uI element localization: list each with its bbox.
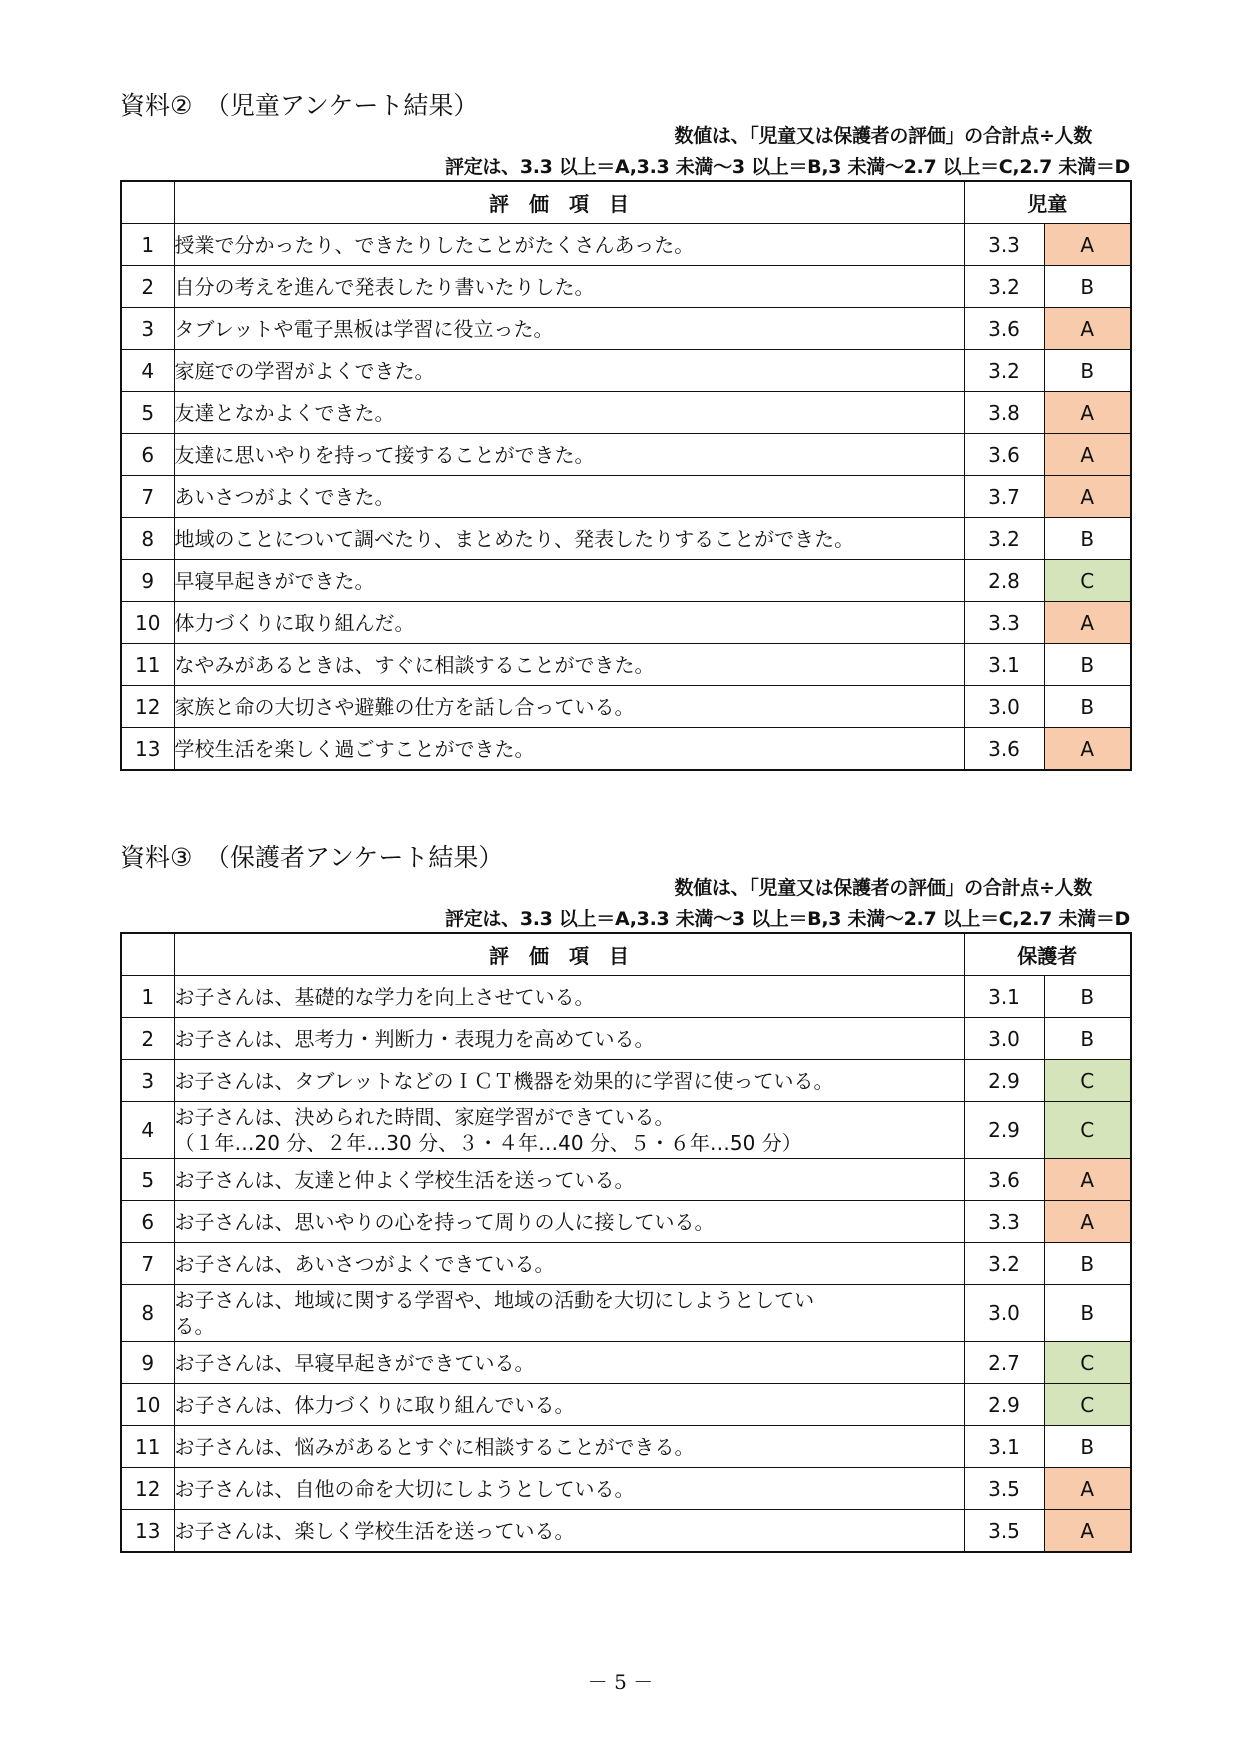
row-score: 3.0 xyxy=(964,1285,1044,1342)
table-row xyxy=(121,266,1131,308)
table-body xyxy=(121,224,1131,771)
table-row xyxy=(121,1426,1131,1468)
row-item-text: お子さんは、基礎的な学力を向上させている。 xyxy=(174,984,595,1009)
row-item-cell xyxy=(174,602,964,644)
table-row xyxy=(121,644,1131,686)
row-item-cell xyxy=(174,686,964,728)
table-body xyxy=(121,976,1131,1553)
row-item-text-line2: （１年…20 分、２年…30 分、３・４年…40 分、５・６年…50 分） xyxy=(174,1131,802,1155)
row-item-cell xyxy=(174,1159,964,1201)
row-item-cell xyxy=(174,518,964,560)
row-item-text: お子さんは、早寝早起きができている。 xyxy=(174,1350,535,1375)
header-group: 児童 xyxy=(964,181,1131,224)
table-row xyxy=(121,602,1131,644)
page-number: － 5 － xyxy=(587,1670,654,1694)
row-item-cell xyxy=(174,1384,964,1426)
table-row xyxy=(121,1060,1131,1102)
table-row xyxy=(121,976,1131,1018)
row-grade-badge: C xyxy=(1044,1384,1131,1426)
header-number-cell xyxy=(121,933,174,976)
row-item-text: 早寝早起きができた。 xyxy=(174,568,375,593)
row-grade-badge: A xyxy=(1044,602,1131,644)
header-item: 評価項目 xyxy=(174,181,964,224)
row-item-text: 授業で分かったり、できたりしたことがたくさんあった。 xyxy=(174,232,695,257)
row-grade-badge: B xyxy=(1044,644,1131,686)
row-number: 8 xyxy=(121,1285,174,1342)
table-row xyxy=(121,1510,1131,1553)
row-score: 3.6 xyxy=(964,434,1044,476)
row-grade-badge: C xyxy=(1044,1342,1131,1384)
row-score: 3.6 xyxy=(964,308,1044,350)
row-number: 4 xyxy=(121,1102,174,1159)
section-title: 資料② （児童アンケート結果） xyxy=(120,91,479,120)
row-score: 2.7 xyxy=(964,1342,1044,1384)
row-item-text: お子さんは、体力づくりに取り組んでいる。 xyxy=(174,1392,575,1417)
row-item-text: お子さんは、自他の命を大切にしようとしている。 xyxy=(174,1476,635,1501)
row-item-cell xyxy=(174,476,964,518)
row-item-text: 体力づくりに取り組んだ。 xyxy=(174,610,415,635)
row-item-cell xyxy=(174,976,964,1018)
row-number: 2 xyxy=(121,1018,174,1060)
row-score: 3.0 xyxy=(964,686,1044,728)
row-grade-badge: B xyxy=(1044,518,1131,560)
row-item-text: 自分の考えを進んで発表したり書いたりした。 xyxy=(174,274,595,299)
table-row xyxy=(121,1468,1131,1510)
row-item-cell xyxy=(174,224,964,266)
table-row xyxy=(121,1285,1131,1342)
row-item-cell xyxy=(174,308,964,350)
row-item-cell xyxy=(174,728,964,771)
table-row xyxy=(121,224,1131,266)
row-item-text: お子さんは、地域に関する学習や、地域の活動を大切にしようとしてい xyxy=(174,1288,815,1312)
row-score: 3.1 xyxy=(964,976,1044,1018)
table-row xyxy=(121,1384,1131,1426)
row-grade-badge: A xyxy=(1044,1510,1131,1553)
row-item-text: お子さんは、楽しく学校生活を送っている。 xyxy=(174,1518,575,1543)
row-item-text: 家庭での学習がよくできた。 xyxy=(174,358,435,383)
row-item-text: お子さんは、タブレットなどのＩＣＴ機器を効果的に学習に使っている。 xyxy=(174,1068,834,1093)
row-score: 2.9 xyxy=(964,1060,1044,1102)
row-score: 3.3 xyxy=(964,602,1044,644)
row-grade-badge: A xyxy=(1044,224,1131,266)
row-number: 6 xyxy=(121,434,174,476)
table-row xyxy=(121,518,1131,560)
section-title: 資料③ （保護者アンケート結果） xyxy=(120,843,504,872)
table-row xyxy=(121,1342,1131,1384)
row-item-text: 友達となかよくできた。 xyxy=(174,400,395,425)
row-item-text: お子さんは、友達と仲よく学校生活を送っている。 xyxy=(174,1167,635,1192)
row-number: 1 xyxy=(121,224,174,266)
row-score: 2.9 xyxy=(964,1102,1044,1159)
note-calculation: 数値は、「児童又は保護者の評価」の合計点÷人数 xyxy=(674,877,1092,899)
row-number: 9 xyxy=(121,1342,174,1384)
row-number: 5 xyxy=(121,392,174,434)
row-grade-badge: A xyxy=(1044,1159,1131,1201)
row-item-cell xyxy=(174,644,964,686)
row-grade-badge: A xyxy=(1044,308,1131,350)
row-number: 3 xyxy=(121,308,174,350)
row-number: 5 xyxy=(121,1159,174,1201)
row-score: 2.9 xyxy=(964,1384,1044,1426)
row-grade-badge: B xyxy=(1044,1426,1131,1468)
row-grade-badge: B xyxy=(1044,1018,1131,1060)
row-number: 12 xyxy=(121,686,174,728)
row-item-text: あいさつがよくできた。 xyxy=(174,484,395,509)
row-item-text-line2: る。 xyxy=(174,1314,215,1338)
row-score: 3.2 xyxy=(964,350,1044,392)
row-item-cell xyxy=(174,1018,964,1060)
row-number: 2 xyxy=(121,266,174,308)
row-item-text: タブレットや電子黒板は学習に役立った。 xyxy=(174,316,554,341)
row-item-cell xyxy=(174,1510,964,1553)
table-row xyxy=(121,476,1131,518)
row-score: 3.2 xyxy=(964,1243,1044,1285)
child-survey-table xyxy=(120,180,1132,771)
row-number: 7 xyxy=(121,476,174,518)
table-row xyxy=(121,560,1131,602)
table-row xyxy=(121,728,1131,771)
note-calculation: 数値は、「児童又は保護者の評価」の合計点÷人数 xyxy=(674,125,1092,147)
row-item-text: なやみがあるときは、すぐに相談することができた。 xyxy=(174,652,655,677)
row-item-text: お子さんは、思いやりの心を持って周りの人に接している。 xyxy=(174,1209,715,1234)
row-item-cell xyxy=(174,1102,964,1159)
row-score: 3.6 xyxy=(964,1159,1044,1201)
row-item-cell xyxy=(174,1468,964,1510)
row-item-text: 学校生活を楽しく過ごすことができた。 xyxy=(174,736,535,761)
row-score: 3.7 xyxy=(964,476,1044,518)
table-row xyxy=(121,1243,1131,1285)
row-grade-badge: A xyxy=(1044,728,1131,771)
row-grade-badge: C xyxy=(1044,1102,1131,1159)
row-score: 2.8 xyxy=(964,560,1044,602)
row-number: 10 xyxy=(121,602,174,644)
header-number-cell xyxy=(121,181,174,224)
row-grade-badge: A xyxy=(1044,392,1131,434)
row-number: 1 xyxy=(121,976,174,1018)
row-score: 3.3 xyxy=(964,1201,1044,1243)
table-row xyxy=(121,1102,1131,1159)
row-score: 3.0 xyxy=(964,1018,1044,1060)
row-number: 13 xyxy=(121,728,174,771)
row-number: 10 xyxy=(121,1384,174,1426)
row-grade-badge: A xyxy=(1044,1201,1131,1243)
row-grade-badge: B xyxy=(1044,1285,1131,1342)
row-item-text: お子さんは、悩みがあるとすぐに相談することができる。 xyxy=(174,1434,695,1459)
row-item-text: 家族と命の大切さや避難の仕方を話し合っている。 xyxy=(174,694,635,719)
row-number: 12 xyxy=(121,1468,174,1510)
row-number: 6 xyxy=(121,1201,174,1243)
row-grade-badge: A xyxy=(1044,476,1131,518)
row-number: 8 xyxy=(121,518,174,560)
header-group: 保護者 xyxy=(964,933,1131,976)
row-number: 4 xyxy=(121,350,174,392)
row-grade-badge: B xyxy=(1044,686,1131,728)
row-item-text: お子さんは、思考力・判断力・表現力を高めている。 xyxy=(174,1026,655,1051)
row-score: 3.6 xyxy=(964,728,1044,771)
table-row xyxy=(121,434,1131,476)
table-row xyxy=(121,350,1131,392)
row-grade-badge: B xyxy=(1044,976,1131,1018)
row-item-cell xyxy=(174,1243,964,1285)
guardian-survey-table xyxy=(120,932,1132,1553)
row-score: 3.5 xyxy=(964,1468,1044,1510)
row-score: 3.3 xyxy=(964,224,1044,266)
row-number: 9 xyxy=(121,560,174,602)
table-row xyxy=(121,1018,1131,1060)
row-score: 3.1 xyxy=(964,644,1044,686)
row-item-cell xyxy=(174,1426,964,1468)
row-item-cell xyxy=(174,1342,964,1384)
row-score: 3.5 xyxy=(964,1510,1044,1553)
row-number: 11 xyxy=(121,1426,174,1468)
row-grade-badge: C xyxy=(1044,1060,1131,1102)
row-item-text: 友達に思いやりを持って接することができた。 xyxy=(174,442,595,467)
row-score: 3.2 xyxy=(964,518,1044,560)
row-number: 7 xyxy=(121,1243,174,1285)
row-item-cell xyxy=(174,1060,964,1102)
row-score: 3.8 xyxy=(964,392,1044,434)
table-row xyxy=(121,308,1131,350)
note-grading: 評定は、3.3 以上＝A,3.3 未満～3 以上＝B,3 未満～2.7 以上＝C,2.7 未満＝D xyxy=(445,908,1130,930)
row-grade-badge: C xyxy=(1044,560,1131,602)
row-item-cell xyxy=(174,1201,964,1243)
row-item-cell xyxy=(174,1285,964,1342)
row-item-cell xyxy=(174,392,964,434)
row-item-cell xyxy=(174,350,964,392)
row-score: 3.2 xyxy=(964,266,1044,308)
row-grade-badge: A xyxy=(1044,434,1131,476)
row-item-cell xyxy=(174,560,964,602)
note-grading: 評定は、3.3 以上＝A,3.3 未満～3 以上＝B,3 未満～2.7 以上＝C,2.7 未満＝D xyxy=(445,156,1130,178)
table-row xyxy=(121,686,1131,728)
row-item-text: お子さんは、あいさつがよくできている。 xyxy=(174,1251,555,1276)
row-grade-badge: B xyxy=(1044,350,1131,392)
table-row xyxy=(121,392,1131,434)
row-grade-badge: B xyxy=(1044,266,1131,308)
row-number: 3 xyxy=(121,1060,174,1102)
header-item: 評価項目 xyxy=(174,933,964,976)
row-number: 11 xyxy=(121,644,174,686)
row-item-cell xyxy=(174,434,964,476)
row-grade-badge: B xyxy=(1044,1243,1131,1285)
row-score: 3.1 xyxy=(964,1426,1044,1468)
table-row xyxy=(121,1159,1131,1201)
row-item-text: 地域のことについて調べたり、まとめたり、発表したりすることができた。 xyxy=(174,526,855,551)
row-item-cell xyxy=(174,266,964,308)
row-item-text: お子さんは、決められた時間、家庭学習ができている。 xyxy=(174,1105,675,1129)
row-grade-badge: A xyxy=(1044,1468,1131,1510)
table-row xyxy=(121,1201,1131,1243)
row-number: 13 xyxy=(121,1510,174,1553)
